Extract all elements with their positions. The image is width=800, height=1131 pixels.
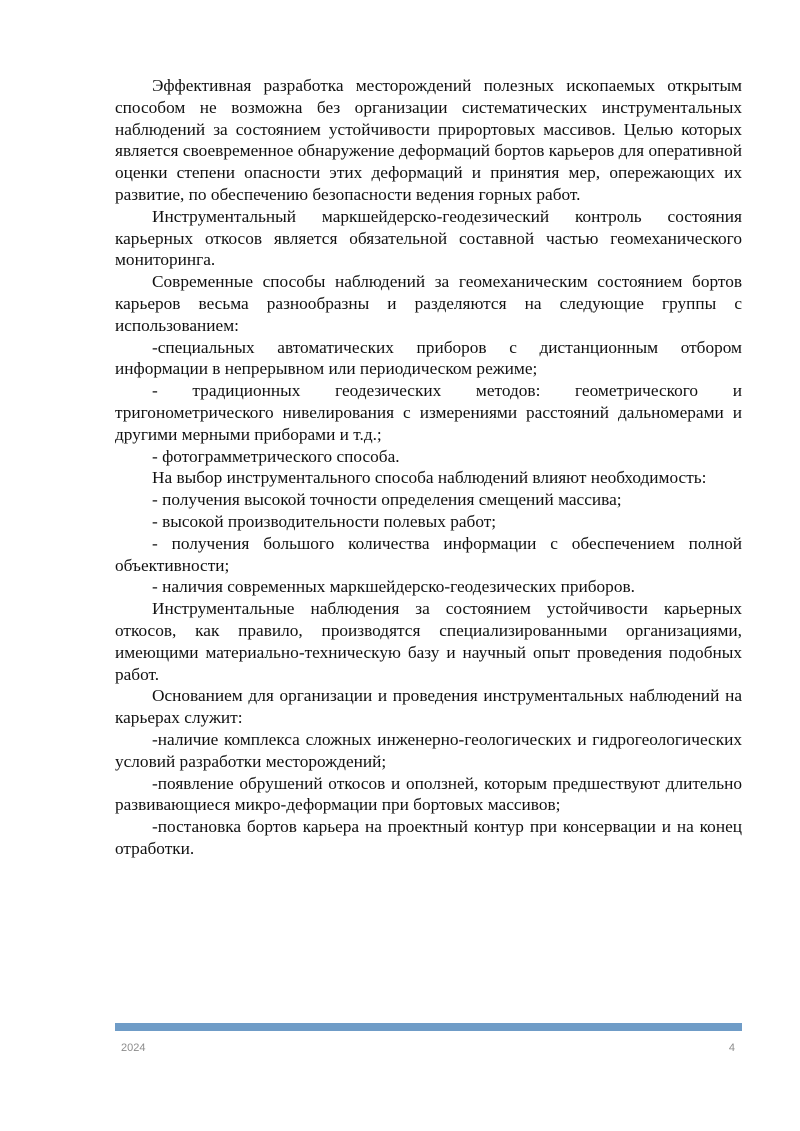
list-item: -постановка бортов карьера на проектный контур при консервации и на конец отработки. xyxy=(115,817,742,858)
list-item: - получения высокой точности определения смещений массива; xyxy=(152,490,622,510)
footer-divider-bar xyxy=(115,1023,742,1031)
paragraph: Эффективная разработка месторождений полезных ископаемых открытым способом не возможна без организации систематических инструментальных наблюдений за состоянием устойчивости прирортовых массивов. Целью которых является своевременное обнаружение деформаций бортов карьеров для оперативной оценки степени опасности этих деформаций и принятия мер, опережающих их развитие, по обеспечению безопасности ведения горных работ. xyxy=(115,76,742,204)
list-item: - традиционных геодезических методов: геометрического и тригонометрического нивелирования с измерениями расстояний дальномерами и другими мерными приборами и т.д.; xyxy=(115,381,742,444)
list-item: - высокой производительности полевых работ; xyxy=(152,511,497,531)
list-item: -наличие комплекса сложных инженерно-геологических и гидрогеологических условий разработки месторождений; xyxy=(115,729,742,771)
list-item: -специальных автоматических приборов с дистанционным отбором информации в непрерывном или периодическом режиме; xyxy=(115,337,742,379)
paragraph: На выбор инструментального способа наблюдений влияют необходимость: xyxy=(152,468,707,488)
footer-year: 2024 xyxy=(121,1042,146,1054)
paragraph: Инструментальные наблюдения за состоянием устойчивости карьерных откосов, как правило, производятся специализированными организациями, имеющими материально-техническую базу и научный опыт проведения подобных работ. xyxy=(115,599,742,684)
page-number: 4 xyxy=(728,1042,735,1054)
document-body xyxy=(115,75,742,860)
list-item: -появление обрушений откосов и оползней, которым предшествуют длительно развивающиеся микро-деформации при бортовых массивов; xyxy=(115,773,742,815)
list-item: - фотограмметрического способа. xyxy=(152,446,400,466)
paragraph: Основанием для организации и проведения инструментальных наблюдений на карьерах служит: xyxy=(115,686,742,728)
paragraph: Современные способы наблюдений за геомеханическим состоянием бортов карьеров весьма разнообразны и разделяются на следующие группы с использованием: xyxy=(115,272,742,335)
list-item: - наличия современных маркшейдерско-геодезических приборов. xyxy=(152,577,635,597)
paragraph: Инструментальный маркшейдерско-геодезический контроль состояния карьерных откосов является обязательной составной частью геомеханического мониторинга. xyxy=(115,206,742,270)
list-item: - получения большого количества информации с обеспечением полной объективности; xyxy=(115,533,742,575)
